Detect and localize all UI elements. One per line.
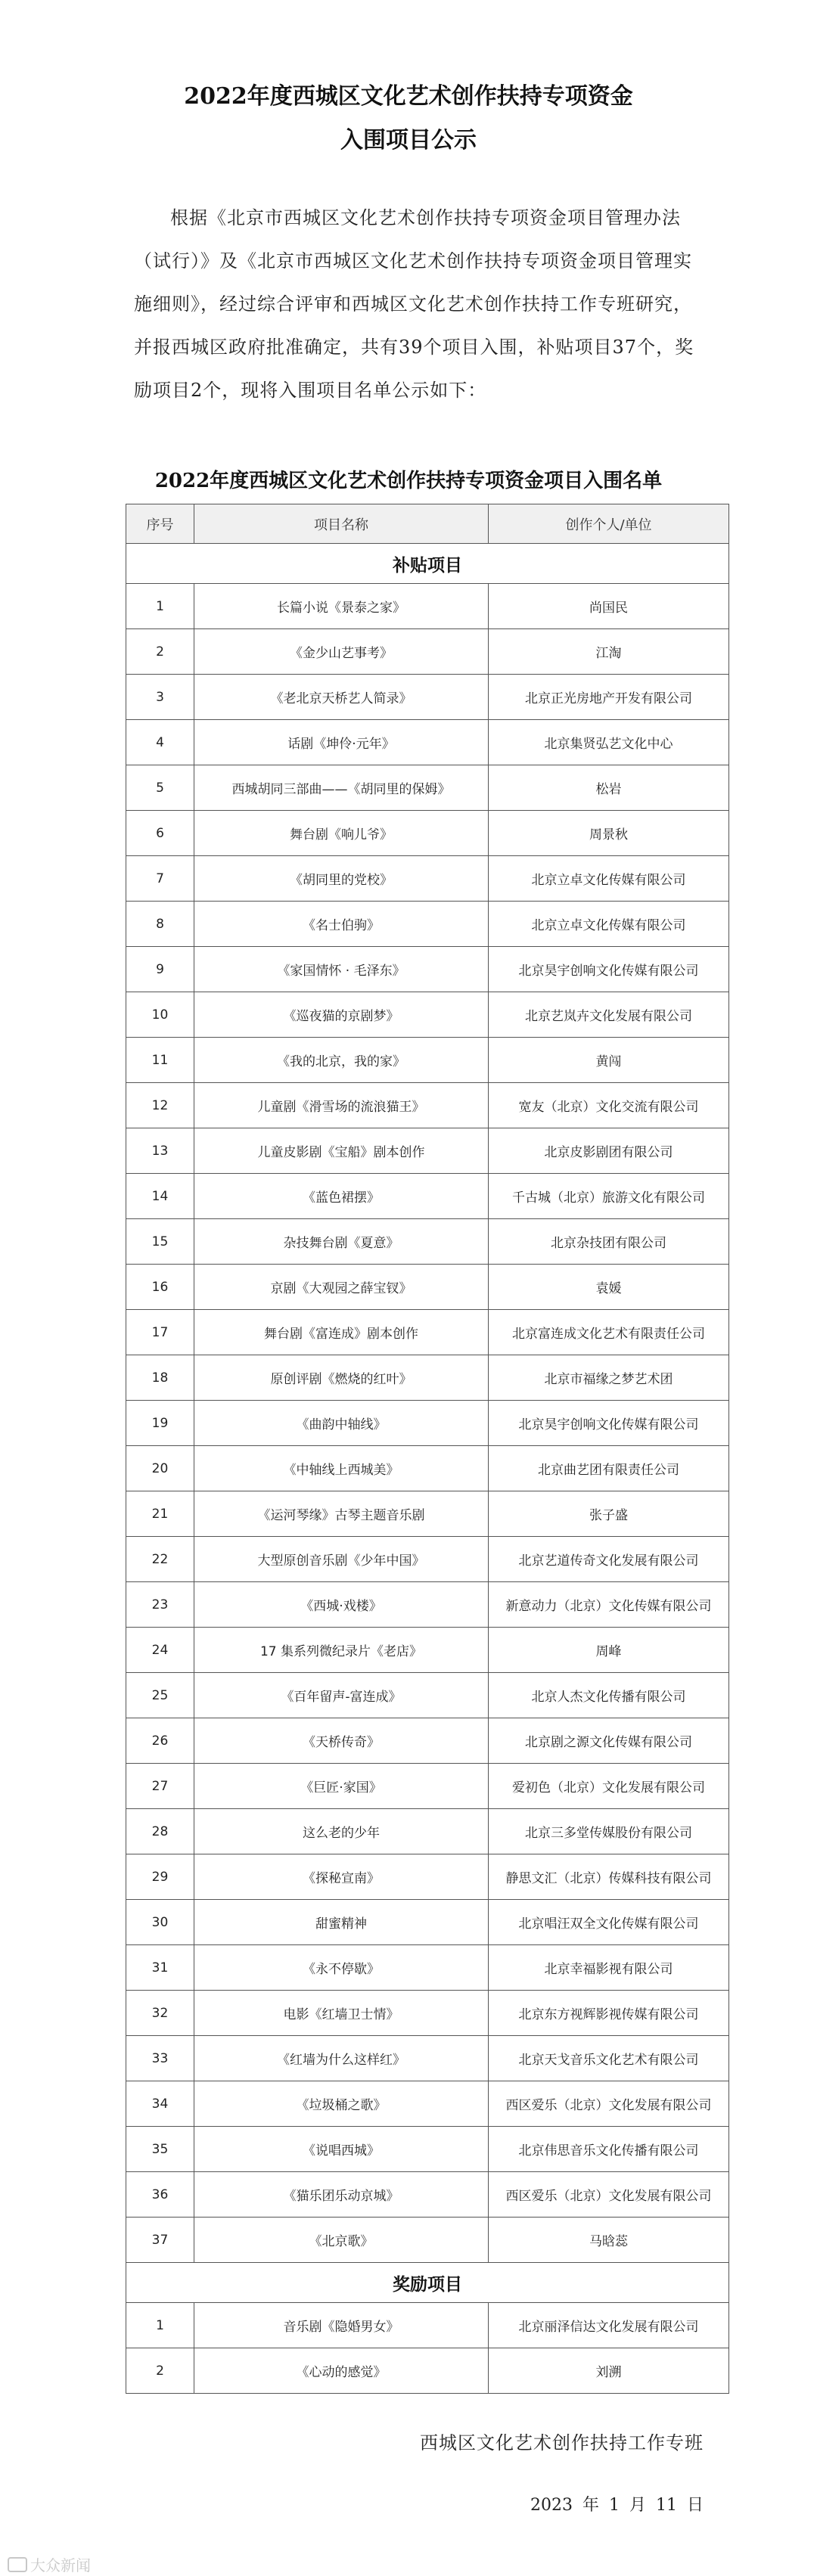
table-row [126,1673,729,1718]
cell-project-name: 长篇小说《景泰之家》 [194,584,489,629]
cell-index: 37 [126,2218,194,2263]
project-list-table [126,504,729,2394]
cell-creator: 北京杂技团有限公司 [489,1219,729,1265]
header-creator: 创作个人/单位 [489,504,729,544]
cell-index: 10 [126,992,194,1038]
cell-index: 4 [126,720,194,765]
cell-creator: 北京集贤弘艺文化中心 [489,720,729,765]
table-row [126,1854,729,1900]
cell-creator: 北京立卓文化传媒有限公司 [489,856,729,902]
cell-index: 25 [126,1673,194,1718]
cell-project-name: 《曲韵中轴线》 [194,1401,489,1446]
cell-index: 20 [126,1446,194,1491]
cell-index: 22 [126,1537,194,1582]
cell-index: 30 [126,1900,194,1945]
cell-creator: 江淘 [489,629,729,675]
cell-index: 7 [126,856,194,902]
cell-index: 16 [126,1265,194,1310]
document-subtitle: 入围项目公示 [340,127,477,154]
cell-creator: 尚国民 [489,584,729,629]
cell-project-name: 这么老的少年 [194,1809,489,1854]
cell-creator: 千古城（北京）旅游文化有限公司 [489,1174,729,1219]
cell-creator: 北京曲艺团有限责任公司 [489,1446,729,1491]
table-row [126,2303,729,2348]
cell-creator: 北京昊宇创响文化传媒有限公司 [489,947,729,992]
table-row [126,1174,729,1219]
table-row [126,2218,729,2263]
cell-index: 31 [126,1945,194,1991]
table-row [126,856,729,902]
cell-project-name: 《名士伯驹》 [194,902,489,947]
table-row [126,1083,729,1128]
table-row [126,1945,729,1991]
table-row [126,675,729,720]
cell-project-name: 17 集系列微纪录片《老店》 [194,1628,489,1673]
cell-index: 34 [126,2081,194,2127]
table-row [126,2127,729,2172]
cell-creator: 北京昊宇创响文化传媒有限公司 [489,1401,729,1446]
cell-index: 2 [126,2348,194,2394]
header-index: 序号 [126,504,194,544]
cell-project-name: 《永不停歇》 [194,1945,489,1991]
cell-project-name: 《胡同里的党校》 [194,856,489,902]
cell-creator: 静思文汇（北京）传媒科技有限公司 [489,1854,729,1900]
cell-creator: 西区爱乐（北京）文化发展有限公司 [489,2172,729,2218]
table-row [126,1628,729,1673]
cell-creator: 袁媛 [489,1265,729,1310]
cell-index: 2 [126,629,194,675]
cell-creator: 北京立卓文化传媒有限公司 [489,902,729,947]
table-row [126,1446,729,1491]
cell-index: 5 [126,765,194,811]
table-row [126,584,729,629]
cell-project-name: 《老北京天桥艺人简录》 [194,675,489,720]
cell-creator: 北京丽泽信达文化发展有限公司 [489,2303,729,2348]
cell-project-name: 儿童剧《滑雪场的流浪猫王》 [194,1083,489,1128]
watermark-logo-icon [8,2557,27,2572]
cell-creator: 刘溯 [489,2348,729,2394]
cell-creator: 北京唱汪双全文化传媒有限公司 [489,1900,729,1945]
table-row [126,1718,729,1764]
cell-project-name: 舞台剧《富连成》剧本创作 [194,1310,489,1355]
cell-creator: 爱初色（北京）文化发展有限公司 [489,1764,729,1809]
table-header-row [126,504,729,544]
cell-creator: 宽友（北京）文化交流有限公司 [489,1083,729,1128]
cell-project-name: 舞台剧《响儿爷》 [194,811,489,856]
cell-project-name: 《红墙为什么这样红》 [194,2036,489,2081]
cell-project-name: 京剧《大观园之薛宝钗》 [194,1265,489,1310]
cell-index: 27 [126,1764,194,1809]
table-row [126,629,729,675]
table-row [126,1310,729,1355]
cell-index: 33 [126,2036,194,2081]
cell-project-name: 《天桥传奇》 [194,1718,489,1764]
cell-creator: 新意动力（北京）文化传媒有限公司 [489,1582,729,1628]
cell-project-name: 《金少山艺事考》 [194,629,489,675]
cell-creator: 北京人杰文化传播有限公司 [489,1673,729,1718]
cell-project-name: 话剧《坤伶·元年》 [194,720,489,765]
table-row [126,1491,729,1537]
cell-project-name: 音乐剧《隐婚男女》 [194,2303,489,2348]
table-row [126,1128,729,1174]
table-row [126,1537,729,1582]
table-row [126,1265,729,1310]
cell-index: 18 [126,1355,194,1401]
cell-project-name: 西城胡同三部曲——《胡同里的保姆》 [194,765,489,811]
cell-index: 19 [126,1401,194,1446]
cell-project-name: 《心动的感觉》 [194,2348,489,2394]
cell-index: 28 [126,1809,194,1854]
cell-index: 24 [126,1628,194,1673]
table-row [126,947,729,992]
table-row [126,1991,729,2036]
cell-creator: 张子盛 [489,1491,729,1537]
watermark [8,2553,91,2575]
cell-creator: 北京正光房地产开发有限公司 [489,675,729,720]
cell-index: 35 [126,2127,194,2172]
cell-creator: 北京富连成文化艺术有限责任公司 [489,1310,729,1355]
table-row [126,1809,729,1854]
table-row [126,1401,729,1446]
table-row [126,1900,729,1945]
table-row [126,2348,729,2394]
list-title: 2022年度西城区文化艺术创作扶持专项资金项目入围名单 [154,470,663,492]
cell-index: 12 [126,1083,194,1128]
table-row [126,765,729,811]
table-row [126,992,729,1038]
cell-index: 14 [126,1174,194,1219]
cell-project-name: 电影《红墙卫士情》 [194,1991,489,2036]
header-project-name: 项目名称 [194,504,489,544]
cell-index: 17 [126,1310,194,1355]
cell-project-name: 大型原创音乐剧《少年中国》 [194,1537,489,1582]
table-row [126,1219,729,1265]
cell-project-name: 《百年留声-富连成》 [194,1673,489,1718]
cell-index: 3 [126,675,194,720]
cell-creator: 北京伟思音乐文化传播有限公司 [489,2127,729,2172]
cell-creator: 北京三多堂传媒股份有限公司 [489,1809,729,1854]
cell-project-name: 甜蜜精神 [194,1900,489,1945]
cell-index: 13 [126,1128,194,1174]
table-row [126,2036,729,2081]
cell-creator: 北京东方视辉影视传媒有限公司 [489,1991,729,2036]
cell-project-name: 《探秘宣南》 [194,1854,489,1900]
cell-project-name: 《运河琴缘》古琴主题音乐剧 [194,1491,489,1537]
watermark-text: 大众新闻 [30,2556,91,2574]
cell-project-name: 《家国情怀 · 毛泽东》 [194,947,489,992]
section-header-row [126,2263,729,2303]
cell-creator: 马晗蕊 [489,2218,729,2263]
cell-project-name: 杂技舞台剧《夏意》 [194,1219,489,1265]
cell-creator: 北京皮影剧团有限公司 [489,1128,729,1174]
cell-creator: 黄闯 [489,1038,729,1083]
cell-creator: 北京天戈音乐文化艺术有限公司 [489,2036,729,2081]
document-title: 2022年度西城区文化艺术创作扶持专项资金 [184,83,633,110]
cell-project-name: 《巡夜猫的京剧梦》 [194,992,489,1038]
cell-project-name: 《巨匠·家国》 [194,1764,489,1809]
cell-project-name: 《我的北京，我的家》 [194,1038,489,1083]
table-row [126,2172,729,2218]
cell-project-name: 《猫乐团乐动京城》 [194,2172,489,2218]
cell-index: 32 [126,1991,194,2036]
intro-paragraph: 根据《北京市西城区文化艺术创作扶持专项资金项目管理办法（试行）》及《北京市西城区文化艺术创作扶持专项资金项目管理实施细则》，经过综合评审和西城区文化艺术创作扶持工作专班研究，并报西城区政府批准确定，共有39个项目入围，补贴项目37个，奖励项目2个，现将入围项目名单公示如下： [134,207,694,401]
cell-index: 11 [126,1038,194,1083]
cell-index: 29 [126,1854,194,1900]
cell-creator: 松岩 [489,765,729,811]
section-label: 补贴项目 [126,544,729,584]
cell-project-name: 儿童皮影剧《宝船》剧本创作 [194,1128,489,1174]
table-row [126,1038,729,1083]
cell-index: 1 [126,584,194,629]
table-row [126,811,729,856]
cell-project-name: 《蓝色裙摆》 [194,1174,489,1219]
cell-creator: 周景秋 [489,811,729,856]
cell-index: 9 [126,947,194,992]
cell-project-name: 《西城·戏楼》 [194,1582,489,1628]
table-row [126,720,729,765]
cell-index: 1 [126,2303,194,2348]
cell-project-name: 《说唱西城》 [194,2127,489,2172]
cell-creator: 周峰 [489,1628,729,1673]
cell-creator: 北京市福缘之梦艺术团 [489,1355,729,1401]
signature-org: 西城区文化艺术创作扶持工作专班 [420,2432,704,2453]
cell-creator: 北京剧之源文化传媒有限公司 [489,1718,729,1764]
cell-creator: 北京艺道传奇文化发展有限公司 [489,1537,729,1582]
section-header-row [126,544,729,584]
signature-date: 2023 年 1 月 11 日 [530,2496,704,2515]
table-row [126,1355,729,1401]
cell-index: 8 [126,902,194,947]
cell-index: 15 [126,1219,194,1265]
table-row [126,2081,729,2127]
cell-project-name: 《北京歌》 [194,2218,489,2263]
table-row [126,1764,729,1809]
cell-index: 26 [126,1718,194,1764]
cell-index: 23 [126,1582,194,1628]
cell-creator: 西区爱乐（北京）文化发展有限公司 [489,2081,729,2127]
table-row [126,1582,729,1628]
cell-project-name: 《中轴线上西城美》 [194,1446,489,1491]
cell-index: 6 [126,811,194,856]
table-row [126,902,729,947]
cell-index: 36 [126,2172,194,2218]
cell-project-name: 原创评剧《燃烧的红叶》 [194,1355,489,1401]
section-label: 奖励项目 [126,2263,729,2303]
cell-creator: 北京幸福影视有限公司 [489,1945,729,1991]
cell-creator: 北京艺岚卉文化发展有限公司 [489,992,729,1038]
cell-index: 21 [126,1491,194,1537]
cell-project-name: 《垃圾桶之歌》 [194,2081,489,2127]
